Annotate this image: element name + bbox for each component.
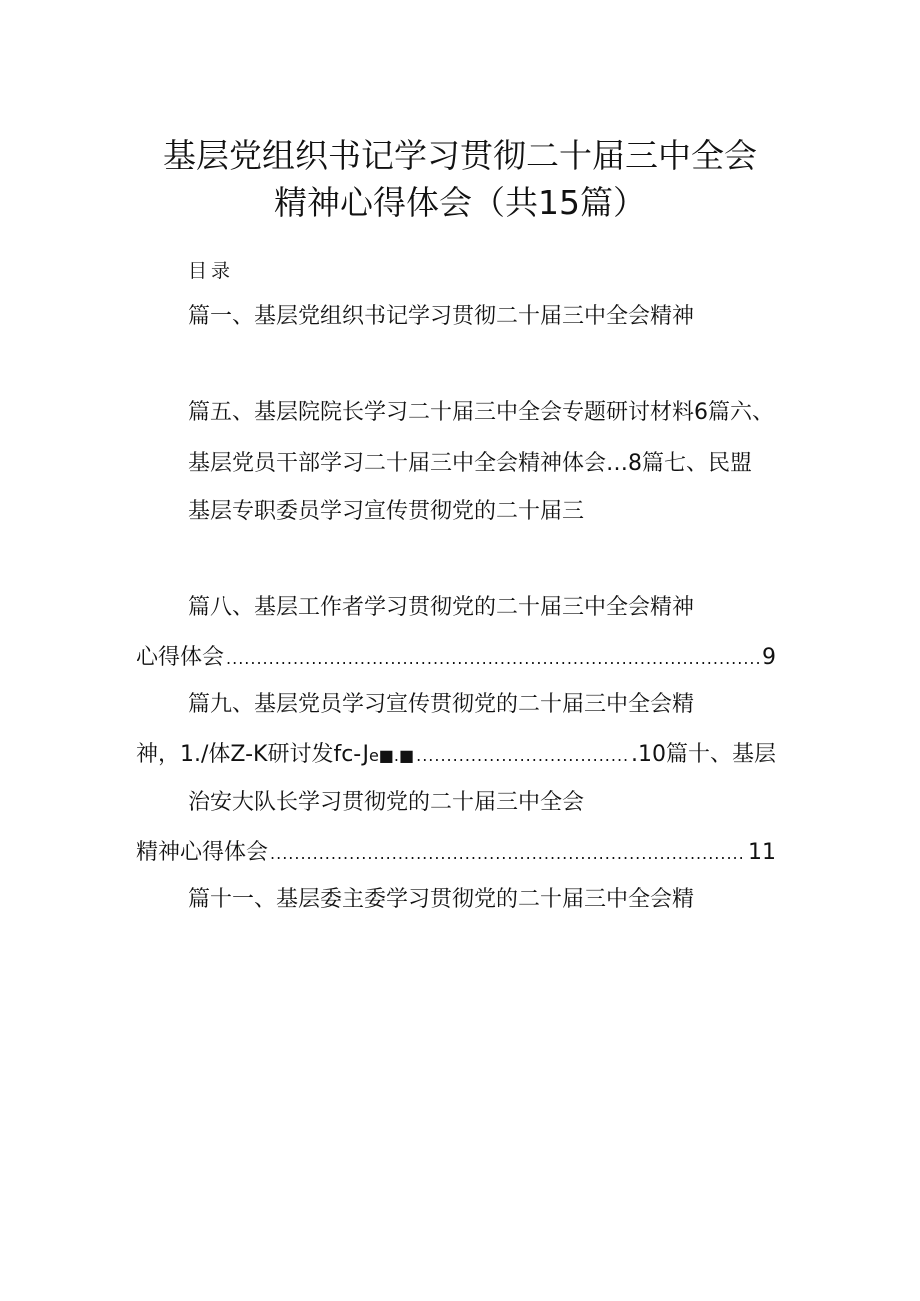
toc-leader-dots <box>270 839 746 869</box>
toc-leader-dots <box>416 741 629 771</box>
toc-entry: 篇八、基层工作者学习贯彻党的二十届三中全会精神 <box>188 595 695 620</box>
toc-entry-with-page <box>136 643 776 674</box>
toc-garbled-text: e■.■ <box>368 746 415 765</box>
toc-entry-text: 心得体会 <box>136 645 225 670</box>
toc-entry: 治安大队长学习贯彻党的二十届三中全会 <box>188 790 585 815</box>
toc-heading: 目录 <box>188 260 235 282</box>
toc-entry-text: 神，1./体Z-K研讨发fc-J <box>136 742 369 767</box>
toc-entry: 基层专职委员学习宣传贯彻党的二十届三 <box>188 499 585 524</box>
toc-page-number: 9 <box>762 645 776 670</box>
toc-entry-with-page <box>136 740 776 771</box>
toc-entry-text: 精神心得体会 <box>136 840 269 865</box>
document-title-line-2: 精神心得体会（共15篇） <box>274 183 646 222</box>
document-title-line-1: 基层党组织书记学习贯彻二十届三中全会 <box>163 136 757 175</box>
toc-page-number: .10篇十、基层 <box>631 742 776 767</box>
toc-entry: 基层党员干部学习二十届三中全会精神体会…8篇七、民盟 <box>188 451 752 476</box>
toc-entry: 篇十一、基层委主委学习贯彻党的二十届三中全会精 <box>188 887 695 912</box>
toc-entry: 篇一、基层党组织书记学习贯彻二十届三中全会精神 <box>188 304 695 329</box>
toc-entry-with-page <box>136 838 776 869</box>
toc-entry: 篇九、基层党员学习宣传贯彻党的二十届三中全会精 <box>188 692 695 717</box>
toc-leader-dots <box>226 644 760 674</box>
toc-page-number: 11 <box>748 840 776 865</box>
toc-entry: 篇五、基层院院长学习二十届三中全会专题研讨材料6篇六、 <box>188 400 774 425</box>
